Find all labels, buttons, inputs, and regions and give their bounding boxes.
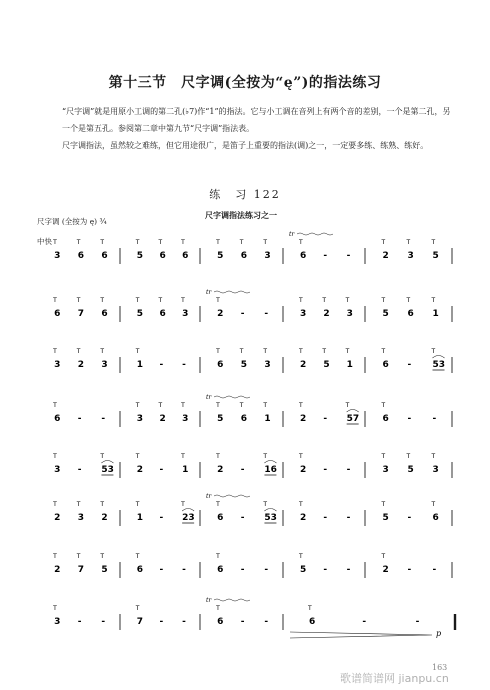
note: 2 (323, 309, 330, 319)
breath-mark: T (406, 297, 411, 304)
breath-mark: T (135, 501, 140, 508)
breath-mark: T (406, 453, 411, 460)
note: 3 (264, 360, 271, 370)
sustain-dash: - (346, 513, 351, 523)
note: 5 (101, 565, 108, 575)
note: 2 (300, 465, 307, 475)
breath-mark: T (345, 348, 350, 355)
breath-mark: T (431, 239, 436, 246)
sustain-dash: - (240, 309, 245, 319)
breath-mark: T (345, 402, 350, 409)
note: 5 (217, 414, 224, 424)
breath-mark: T (299, 297, 303, 304)
note: 5 (323, 360, 330, 370)
note: 2 (382, 251, 389, 261)
slur (182, 509, 194, 512)
breath-mark: T (381, 402, 386, 409)
slur (347, 410, 359, 413)
note: 5 (382, 513, 389, 523)
sustain-dash: - (407, 360, 412, 370)
note: 2 (77, 360, 85, 370)
sustain-dash: - (240, 565, 245, 575)
note: 23 (182, 513, 195, 523)
note: 6 (300, 251, 307, 261)
note: 3 (432, 465, 439, 475)
note: 3 (264, 251, 271, 261)
breath-mark: T (345, 297, 350, 304)
note: 6 (136, 565, 144, 575)
breath-mark: T (263, 501, 268, 508)
dynamic-mark: p (436, 629, 442, 638)
trill-wave (214, 291, 250, 293)
breath-mark: T (299, 402, 303, 409)
breath-mark: T (181, 453, 185, 460)
section-title: 第十三节 尺字调(全按为“ę”)的指法练习 (108, 75, 382, 91)
sustain-dash: - (159, 360, 164, 370)
note: 6 (159, 309, 166, 319)
trill-mark: tr (206, 289, 212, 296)
sustain-dash: - (159, 565, 164, 575)
trill-wave (214, 495, 250, 497)
trill-wave (214, 599, 250, 601)
sustain-dash: - (182, 360, 186, 370)
note: 3 (182, 414, 189, 424)
sustain-dash: - (182, 565, 186, 575)
note: 2 (217, 309, 224, 319)
trill-mark: tr (206, 597, 212, 604)
note: 1 (182, 465, 189, 475)
sustain-dash: - (101, 617, 106, 627)
sustain-dash: - (159, 513, 164, 523)
breath-mark: T (100, 453, 105, 460)
sustain-dash: - (323, 414, 328, 424)
breath-mark: T (53, 239, 57, 246)
note: 2 (54, 513, 61, 523)
note: 2 (54, 565, 61, 575)
note: 5 (136, 251, 144, 261)
note: 6 (77, 251, 85, 261)
breath-mark: T (181, 297, 185, 304)
breath-mark: T (216, 553, 220, 560)
breath-mark: T (158, 297, 163, 304)
paragraph-text: “尺字调”就是用原小工调的第二孔(♭7)作“1”的指法。它与小工调在音列上有两个音的差别，一个是第二孔，另一个是第五孔。参阅第二章中第九节“尺字调”指法表。 (62, 107, 451, 133)
note: 3 (182, 309, 189, 319)
key-signature: 尺字调 (全按为 ę) ¾ (37, 217, 107, 226)
note: 7 (136, 617, 144, 627)
breath-mark: T (100, 553, 105, 560)
sustain-dash: - (346, 251, 351, 261)
note: 6 (54, 414, 61, 424)
breath-mark: T (100, 501, 105, 508)
breath-mark: T (53, 348, 57, 355)
note: 53 (264, 513, 277, 523)
sustain-dash: - (182, 617, 186, 627)
breath-mark: T (53, 297, 57, 304)
note: 5 (240, 360, 248, 370)
note: 3 (382, 465, 389, 475)
tempo-marking: 中快 (37, 237, 52, 246)
page-number: 163 (432, 663, 448, 672)
breath-mark: T (431, 453, 436, 460)
note: 2 (159, 414, 166, 424)
slur (433, 356, 445, 359)
sustain-dash: - (323, 513, 328, 523)
note: 1 (264, 414, 271, 424)
exercise-subtitle: 尺字调指法练习之一 (205, 210, 277, 220)
note: 6 (159, 251, 166, 261)
breath-mark: T (135, 297, 140, 304)
breath-mark: T (431, 348, 436, 355)
breath-mark: T (381, 553, 386, 560)
sustain-dash: - (407, 565, 412, 575)
note: 2 (136, 465, 144, 475)
sustain-dash: - (264, 565, 269, 575)
note: 6 (101, 251, 108, 261)
breath-mark: T (381, 239, 386, 246)
sustain-dash: - (415, 617, 420, 627)
sustain-dash: - (346, 465, 351, 475)
breath-mark: T (135, 605, 140, 612)
breath-mark: T (158, 239, 163, 246)
breath-mark: T (76, 553, 81, 560)
note: 16 (264, 465, 277, 475)
breath-mark: T (181, 402, 185, 409)
breath-mark: T (135, 402, 140, 409)
breath-mark: T (100, 297, 105, 304)
note: 2 (300, 513, 307, 523)
note: 7 (77, 309, 85, 319)
sustain-dash: - (77, 414, 82, 424)
note: 57 (346, 414, 360, 424)
note: 3 (136, 414, 144, 424)
note: 6 (309, 617, 316, 627)
note: 6 (407, 309, 414, 319)
breath-mark: T (299, 501, 303, 508)
sustain-dash: - (407, 414, 412, 424)
breath-mark: T (299, 553, 303, 560)
breath-mark: T (53, 605, 57, 612)
note: 3 (54, 465, 61, 475)
note: 3 (407, 251, 414, 261)
trill-mark: tr (289, 231, 295, 238)
breath-mark: T (216, 297, 220, 304)
note: 6 (382, 414, 389, 424)
sustain-dash: - (240, 465, 245, 475)
breath-mark: T (53, 501, 57, 508)
breath-mark: T (135, 553, 140, 560)
sustain-dash: - (346, 565, 351, 575)
note: 6 (217, 617, 224, 627)
breath-mark: T (322, 348, 327, 355)
note: 2 (382, 565, 389, 575)
note: 2 (101, 513, 108, 523)
note: 3 (77, 513, 85, 523)
breath-mark: T (100, 239, 105, 246)
paragraph-text: 尺字调指法，虽然较之难练，但它用途很广，是笛子上重要的指法(调)之一，一定要多练、练熟、练好。 (62, 141, 429, 150)
breath-mark: T (381, 348, 386, 355)
breath-mark: T (53, 402, 57, 409)
note: 6 (382, 360, 389, 370)
note: 6 (240, 414, 248, 424)
breath-mark: T (76, 239, 81, 246)
breath-mark: T (263, 239, 268, 246)
sustain-dash: - (77, 465, 82, 475)
breath-mark: T (263, 348, 268, 355)
note: 3 (54, 360, 61, 370)
sustain-dash: - (240, 513, 245, 523)
sustain-dash: - (77, 617, 82, 627)
note: 53 (101, 465, 114, 475)
breath-mark: T (322, 297, 327, 304)
breath-mark: T (299, 348, 303, 355)
breath-mark: T (216, 605, 220, 612)
sustain-dash: - (323, 565, 328, 575)
sustain-dash: - (159, 465, 164, 475)
breath-mark: T (263, 402, 268, 409)
breath-mark: T (181, 501, 185, 508)
trill-mark: tr (206, 394, 212, 401)
breath-mark: T (299, 239, 303, 246)
note: 3 (300, 309, 307, 319)
note: 5 (407, 465, 414, 475)
breath-mark: T (381, 297, 386, 304)
note: 1 (136, 360, 144, 370)
breath-mark: T (216, 402, 220, 409)
breath-mark: T (239, 402, 244, 409)
slur (101, 461, 113, 464)
note: 5 (382, 309, 389, 319)
sustain-dash: - (407, 513, 412, 523)
note: 5 (217, 251, 224, 261)
note: 6 (101, 309, 108, 319)
slur (264, 509, 276, 512)
breath-mark: T (53, 453, 57, 460)
breath-mark: T (431, 297, 436, 304)
breath-mark: T (76, 348, 81, 355)
breath-mark: T (216, 239, 220, 246)
trill-wave (297, 233, 333, 235)
trill-wave (214, 396, 250, 398)
breath-mark: T (308, 605, 312, 612)
note: 3 (101, 360, 108, 370)
breath-mark: T (76, 297, 81, 304)
breath-mark: T (135, 453, 140, 460)
note: 3 (54, 617, 61, 627)
breath-mark: T (239, 348, 244, 355)
breath-mark: T (135, 348, 140, 355)
watermark: 歌谱简谱网 jianpu.cn (340, 672, 449, 685)
trill-mark: tr (206, 493, 212, 500)
note: 6 (217, 565, 224, 575)
note: 5 (432, 251, 439, 261)
breath-mark: T (263, 453, 268, 460)
breath-mark: T (299, 453, 303, 460)
breath-mark: T (158, 402, 163, 409)
sustain-dash: - (362, 617, 367, 627)
sustain-dash: - (432, 565, 437, 575)
breath-mark: T (76, 501, 81, 508)
note: 2 (300, 360, 307, 370)
note: 5 (300, 565, 307, 575)
note: 6 (54, 309, 61, 319)
breath-mark: T (381, 501, 386, 508)
sustain-dash: - (432, 414, 437, 424)
note: 3 (54, 251, 61, 261)
breath-mark: T (181, 239, 185, 246)
note: 6 (182, 251, 189, 261)
decrescendo (290, 632, 432, 638)
note: 53 (432, 360, 446, 370)
note: 2 (217, 465, 224, 475)
breath-mark: T (216, 348, 220, 355)
sustain-dash: - (101, 414, 106, 424)
sustain-dash: - (264, 309, 269, 319)
note: 6 (217, 360, 224, 370)
sustain-dash: - (323, 465, 328, 475)
note: 1 (346, 360, 353, 370)
breath-mark: T (216, 453, 220, 460)
breath-mark: T (135, 239, 140, 246)
note: 1 (136, 513, 144, 523)
note: 6 (217, 513, 224, 523)
breath-mark: T (431, 501, 436, 508)
sustain-dash: - (323, 251, 328, 261)
sustain-dash: - (264, 617, 269, 627)
exercise-title: 练 习 122 (209, 188, 281, 201)
breath-mark: T (239, 239, 244, 246)
note: 6 (240, 251, 248, 261)
note: 3 (346, 309, 353, 319)
note: 7 (77, 565, 85, 575)
note: 6 (432, 513, 439, 523)
breath-mark: T (53, 553, 57, 560)
breath-mark: T (381, 453, 386, 460)
sustain-dash: - (159, 617, 164, 627)
breath-mark: T (216, 501, 220, 508)
breath-mark: T (406, 239, 411, 246)
sustain-dash: - (240, 617, 245, 627)
note: 1 (432, 309, 439, 319)
breath-mark: T (100, 348, 105, 355)
slur (264, 461, 276, 464)
note: 2 (300, 414, 307, 424)
note: 5 (136, 309, 144, 319)
